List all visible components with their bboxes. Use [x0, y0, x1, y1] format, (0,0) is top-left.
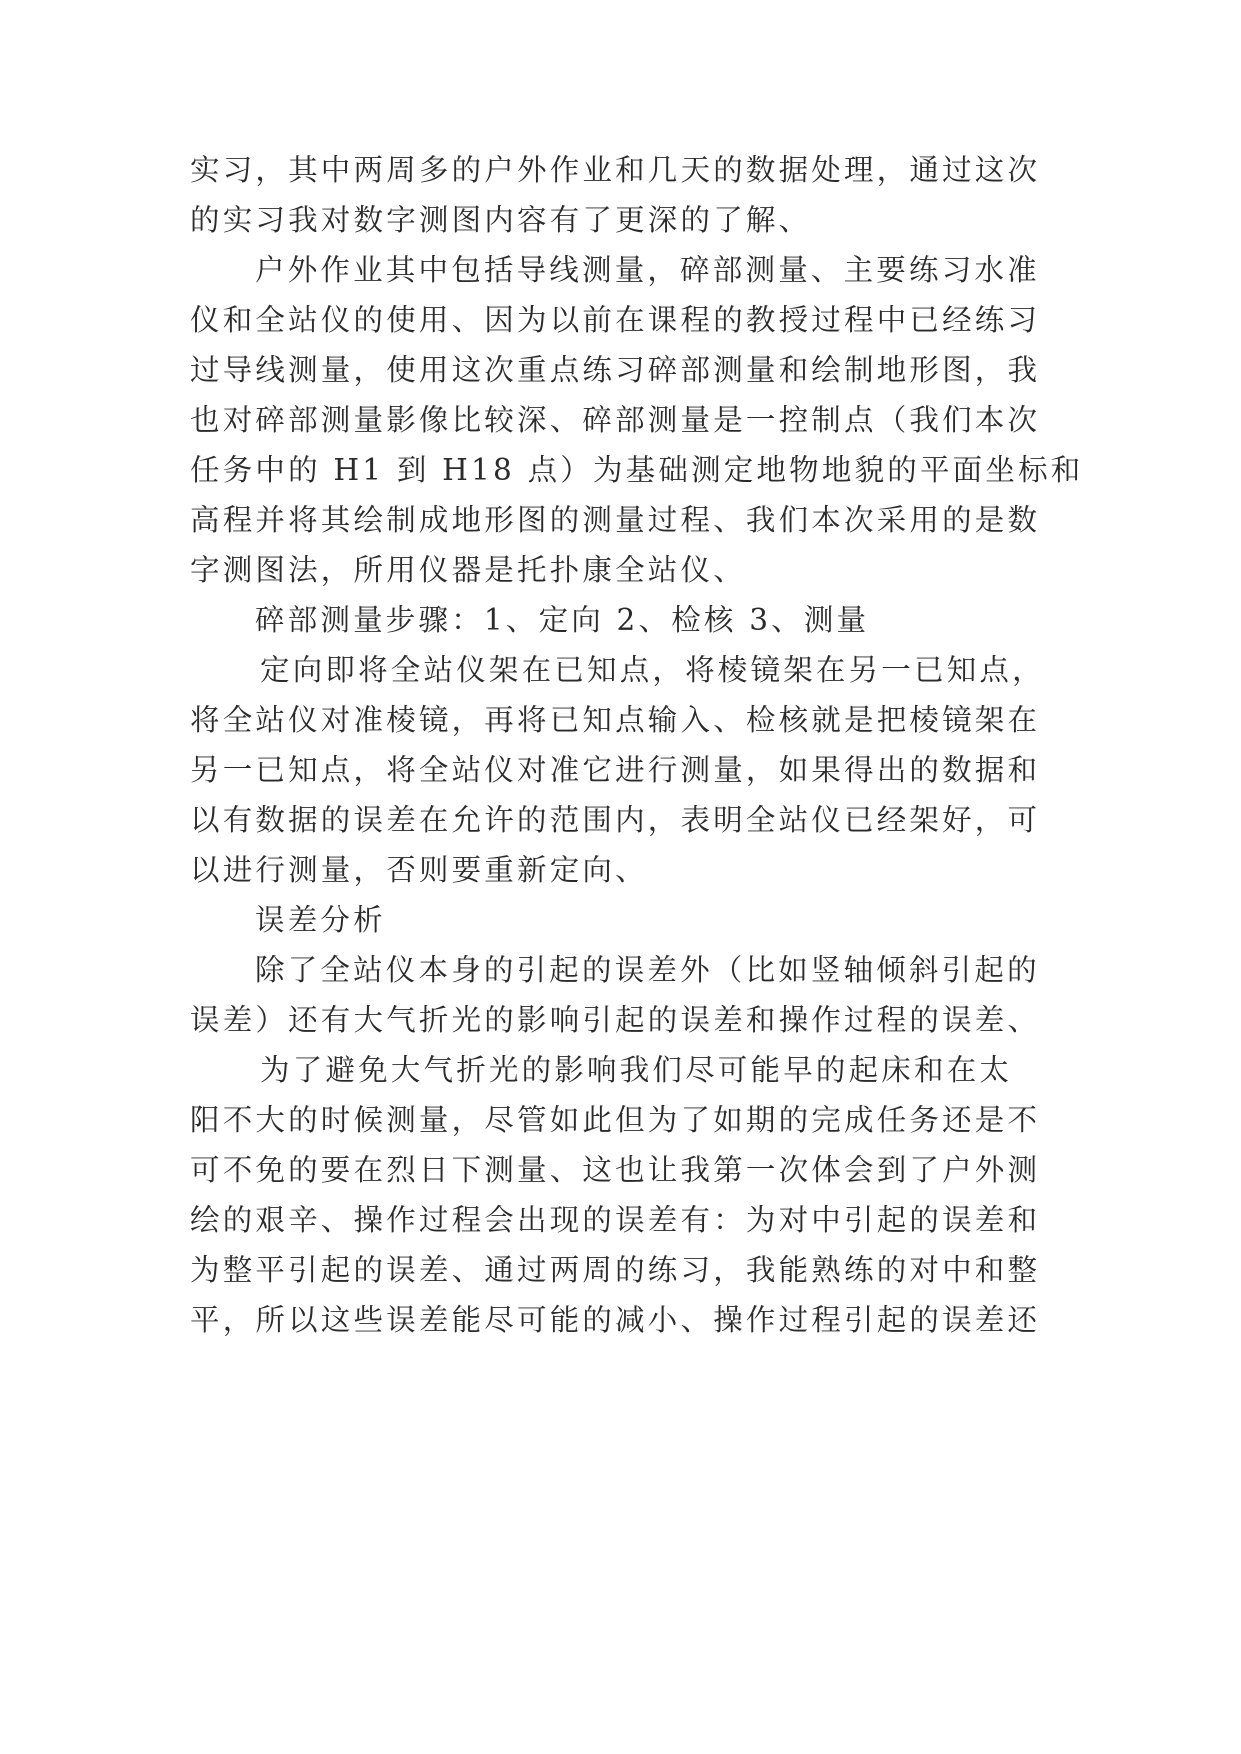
- text-line: 除了全站仪本身的引起的误差外（比如竖轴倾斜引起的: [255, 953, 1040, 987]
- text-line: 也对碎部测量影像比较深、碎部测量是一控制点（我们本次: [190, 403, 1041, 437]
- text-line: 为整平引起的误差、通过两周的练习，我能熟练的对中和整: [190, 1253, 1041, 1287]
- text-line: 仪和全站仪的使用、因为以前在课程的教授过程中已经练习: [190, 303, 1041, 337]
- text-line: 的实习我对数字测图内容有了更深的了解、: [190, 203, 812, 237]
- text-line: 字测图法，所用仪器是托扑康全站仪、: [190, 553, 746, 587]
- text-line: 平，所以这些误差能尽可能的减小、操作过程引起的误差还: [190, 1303, 1041, 1337]
- text-line: 误差）还有大气折光的影响引起的误差和操作过程的误差、: [190, 1003, 1041, 1037]
- text-line: 实习，其中两周多的户外作业和几天的数据处理，通过这次: [190, 153, 1041, 187]
- text-line: 可不免的要在烈日下测量、这也让我第一次体会到了户外测: [190, 1153, 1041, 1187]
- text-line: 任务中的 H1 到 H18 点）为基础测定地物地貌的平面坐标和: [190, 453, 1084, 487]
- text-line: 定向即将全站仪架在已知点，将棱镜架在另一已知点，: [260, 653, 1045, 687]
- section-heading: 误差分析: [255, 903, 386, 937]
- text-line: 为了避免大气折光的影响我们尽可能早的起床和在太: [260, 1053, 1013, 1087]
- text-line: 以有数据的误差在允许的范围内，表明全站仪已经架好，可: [190, 803, 1041, 837]
- text-line: 高程并将其绘制成地形图的测量过程、我们本次采用的是数: [190, 503, 1041, 537]
- text-line: 过导线测量，使用这次重点练习碎部测量和绘制地形图，我: [190, 353, 1041, 387]
- text-line: 户外作业其中包括导线测量，碎部测量、主要练习水准: [255, 253, 1040, 287]
- text-line: 阳不大的时候测量，尽管如此但为了如期的完成任务还是不: [190, 1103, 1041, 1137]
- text-line: 以进行测量，否则要重新定向、: [190, 853, 648, 887]
- text-line: 碎部测量步骤：1、定向 2、检核 3、测量: [255, 603, 870, 637]
- text-line: 绘的艰辛、操作过程会出现的误差有：为对中引起的误差和: [190, 1203, 1041, 1237]
- text-line: 将全站仪对准棱镜，再将已知点输入、检核就是把棱镜架在: [190, 703, 1041, 737]
- text-line: 另一已知点，将全站仪对准它进行测量，如果得出的数据和: [190, 753, 1041, 787]
